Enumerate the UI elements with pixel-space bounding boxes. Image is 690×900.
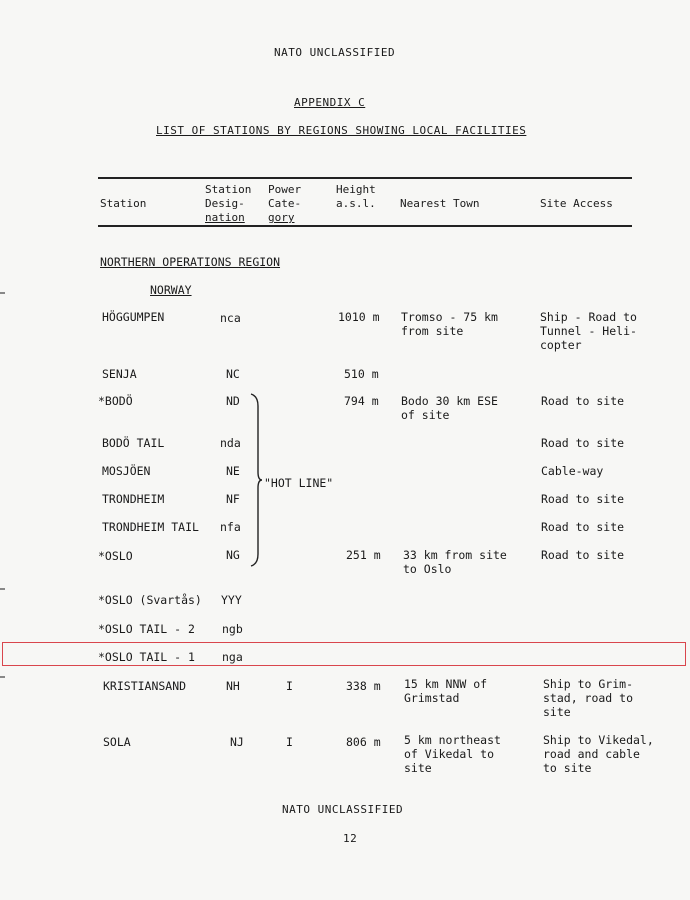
hot-line-label: "HOT LINE" — [264, 476, 334, 490]
station-height: 338 m — [346, 679, 381, 693]
site-access: Cable-way — [541, 464, 604, 478]
station-name: HÖGGUMPEN — [102, 310, 165, 324]
nearest-town: 5 km northeast of Vikedal to site — [404, 733, 501, 775]
station-name: SENJA — [102, 367, 137, 381]
site-access: Road to site — [541, 520, 625, 534]
station-designation: ND — [226, 394, 240, 408]
nearest-town: Tromso - 75 km from site — [401, 310, 498, 338]
nearest-town: 15 km NNW of Grimstad — [404, 677, 488, 705]
station-designation: ngb — [222, 622, 243, 636]
station-designation: NE — [226, 464, 240, 478]
station-name: *BODÖ — [98, 394, 133, 408]
site-access: Road to site — [541, 548, 625, 562]
station-height: 510 m — [344, 367, 379, 381]
station-name: TRONDHEIM TAIL — [102, 520, 199, 534]
col-header-power: Power Cate- gory — [268, 183, 302, 224]
scan-mark — [0, 588, 5, 590]
station-designation: NG — [226, 548, 240, 562]
classification-footer: NATO UNCLASSIFIED — [282, 803, 404, 816]
col-header-station: Station — [100, 197, 147, 210]
station-name: *OSLO (Svartås) — [98, 593, 202, 607]
site-access: Ship to Grim- stad, road to site — [543, 677, 634, 719]
region-heading: NORTHERN OPERATIONS REGION — [100, 255, 281, 269]
station-designation: YYY — [221, 593, 242, 607]
site-access: Ship - Road to Tunnel - Heli- copter — [540, 310, 637, 352]
nearest-town: 33 km from site to Oslo — [403, 548, 507, 576]
station-name: *OSLO — [98, 549, 133, 563]
site-access: Ship to Vikedal, road and cable to site — [543, 733, 654, 775]
col-header-town: Nearest Town — [400, 197, 480, 210]
col-header-access: Site Access — [540, 197, 613, 210]
site-access: Road to site — [541, 492, 625, 506]
country-heading: NORWAY — [150, 283, 192, 297]
classification-header: NATO UNCLASSIFIED — [274, 46, 396, 59]
station-name: BODÖ TAIL — [102, 436, 165, 450]
hot-line-brace — [248, 392, 264, 568]
station-name: TRONDHEIM — [102, 492, 165, 506]
station-designation: NF — [226, 492, 240, 506]
site-access: Road to site — [541, 436, 625, 450]
site-access: Road to site — [541, 394, 625, 408]
station-height: 806 m — [346, 735, 381, 749]
col-header-height: Height a.s.l. — [336, 183, 376, 210]
station-name: *OSLO TAIL - 2 — [98, 622, 195, 636]
station-height: 251 m — [346, 548, 381, 562]
station-designation: nga — [222, 650, 243, 664]
appendix-title: APPENDIX C — [294, 96, 366, 109]
station-designation: NJ — [230, 735, 244, 749]
page-number: 12 — [343, 832, 358, 845]
power-category: I — [286, 735, 293, 749]
header-rule-top — [98, 177, 632, 179]
document-title: LIST OF STATIONS BY REGIONS SHOWING LOCAL FACILITIES — [156, 124, 527, 137]
station-height: 1010 m — [338, 310, 380, 324]
power-category: I — [286, 679, 293, 693]
station-height: 794 m — [344, 394, 379, 408]
col-header-designation: Station Desig- nation — [205, 183, 252, 224]
station-designation: nfa — [220, 520, 241, 534]
station-designation: nda — [220, 436, 241, 450]
scan-mark — [0, 292, 5, 294]
station-designation: nca — [220, 311, 241, 325]
header-rule-bottom — [98, 225, 632, 227]
station-designation: NH — [226, 679, 240, 693]
station-name: MOSJÖEN — [102, 464, 151, 478]
station-name: SOLA — [103, 735, 131, 749]
scan-mark — [0, 676, 5, 678]
station-name: KRISTIANSAND — [103, 679, 187, 693]
station-designation: NC — [226, 367, 240, 381]
nearest-town: Bodo 30 km ESE of site — [401, 394, 498, 422]
station-name: *OSLO TAIL - 1 — [98, 650, 195, 664]
